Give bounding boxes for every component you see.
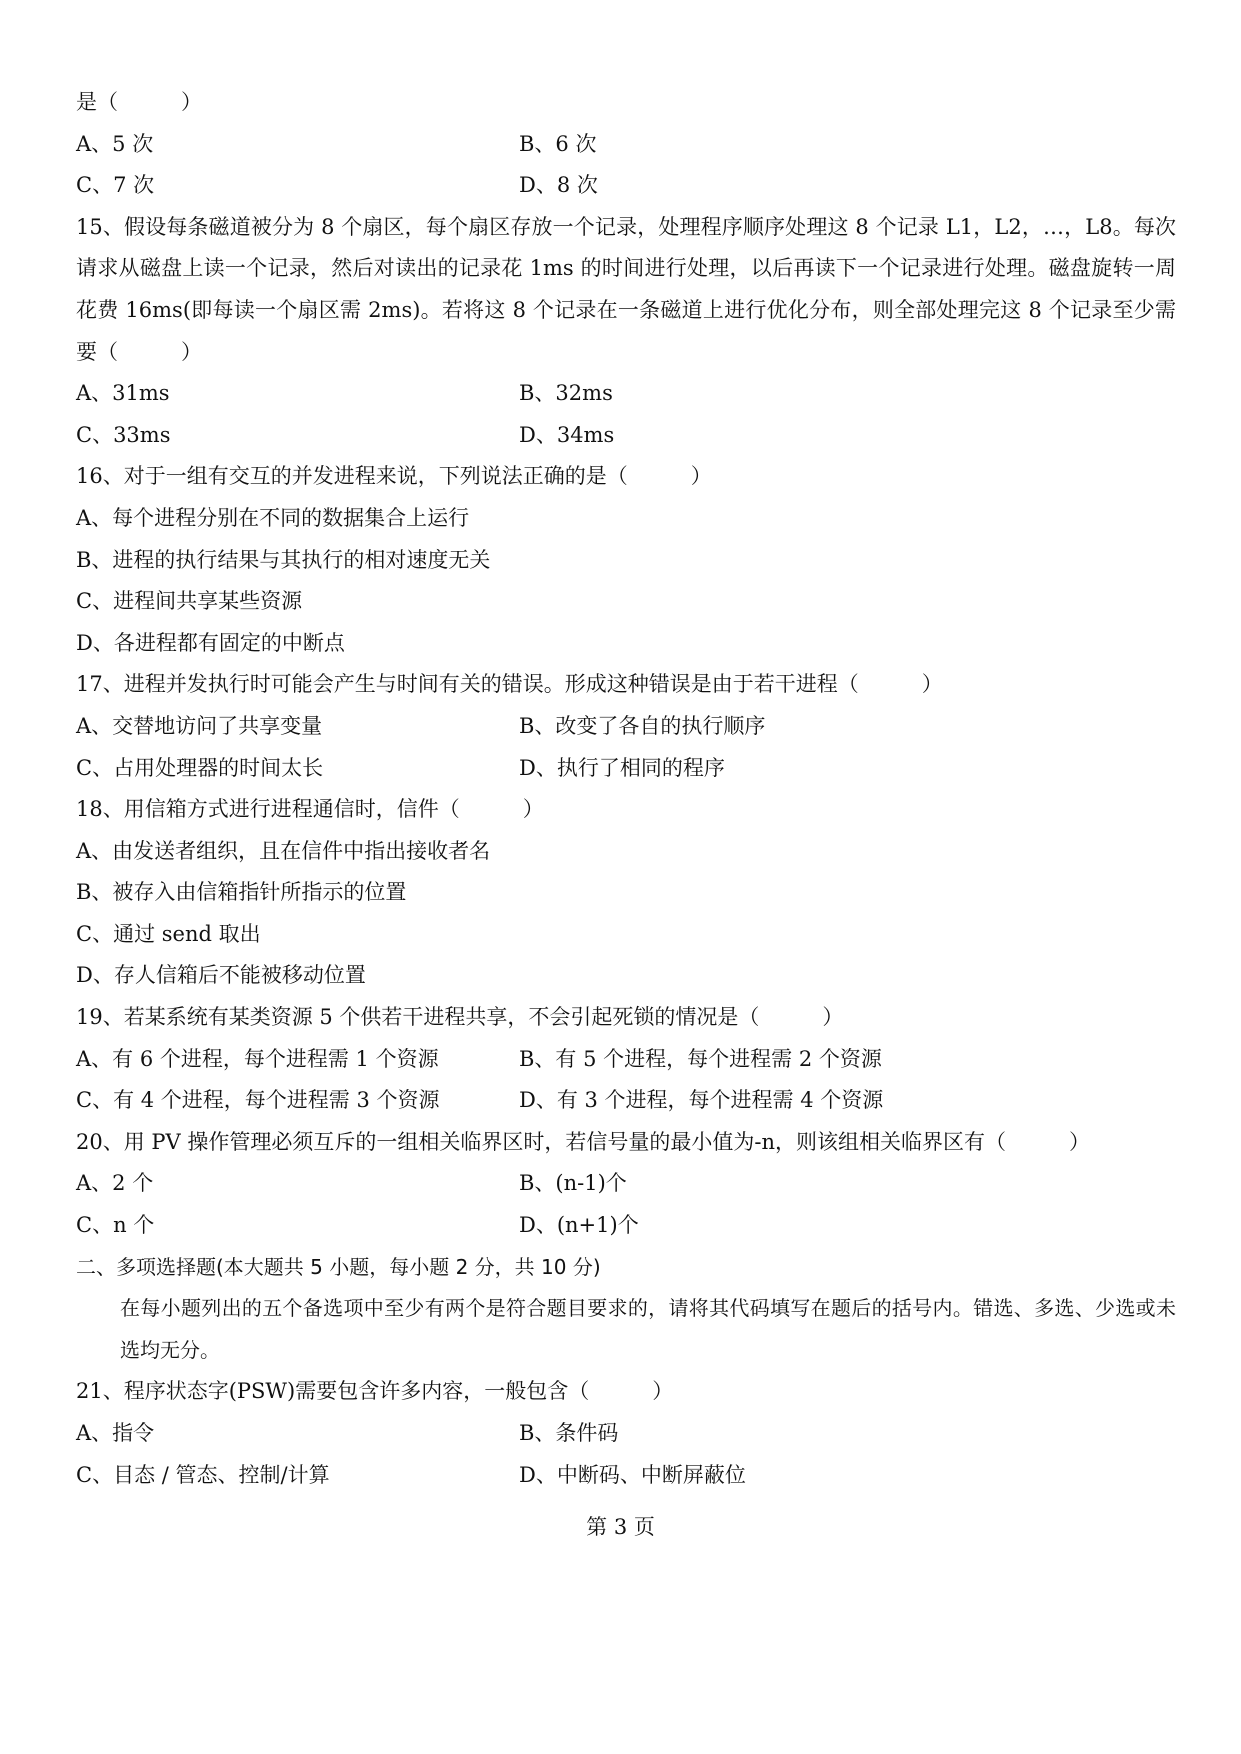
question-14-options-row-1 [76,124,1176,166]
option-d: D、8 次 [519,173,598,198]
question-17-options-row-1 [76,706,1176,748]
question-18-option-a: A、由发送者组织，且在信件中指出接收者名 [76,838,491,863]
question-16-stem: 16、对于一组有交互的并发进程来说，下列说法正确的是（ ） [76,464,712,489]
question-16-option-b: B、进程的执行结果与其执行的相对速度无关 [76,547,491,572]
option-d: D、执行了相同的程序 [519,755,725,780]
exam-page [76,82,1176,1496]
option-c: C、有 4 个进程，每个进程需 3 个资源 [76,1088,440,1113]
section-2-instruction: 在每小题列出的五个备选项中至少有两个是符合题目要求的，请将其代码填写在题后的括号内。错选、多选、少选或未选均无分。 [120,1296,1176,1362]
option-b: B、6 次 [519,131,597,156]
question-19-stem: 19、若某系统有某类资源 5 个供若干进程共享，不会引起死锁的情况是（ ） [76,1005,844,1030]
option-a: A、指令 [76,1421,155,1445]
option-b: B、改变了各自的执行顺序 [519,713,766,738]
option-d: D、(n+1)个 [519,1213,639,1238]
question-15-options-row-1 [76,373,1176,415]
question-21-stem: 21、程序状态字(PSW)需要包含许多内容，一般包含（ ） [76,1379,674,1404]
page-number: 第 3 页 [586,1515,655,1539]
question-14-options-row-2 [76,165,1176,207]
question-20-options-row-2 [76,1205,1176,1247]
question-19-options-row-1 [76,1039,1176,1081]
question-18-option-b: B、被存入由信箱指针所指示的位置 [76,880,407,905]
question-16-option-d: D、各进程都有固定的中断点 [76,630,345,655]
option-d: D、中断码、中断屏蔽位 [519,1462,746,1487]
question-20-stem: 20、用 PV 操作管理必须互斥的一组相关临界区时，若信号量的最小值为-n，则该组相关临界区有（ ） [76,1129,1090,1154]
question-19-options-row-2 [76,1080,1176,1122]
option-b: B、(n-1)个 [519,1171,627,1196]
question-18-option-c: C、通过 send 取出 [76,921,261,946]
question-18-option-d: D、存人信箱后不能被移动位置 [76,963,366,988]
option-b: B、32ms [519,381,613,406]
option-a: A、有 6 个进程，每个进程需 1 个资源 [76,1046,439,1071]
question-21-options-row-1 [76,1413,1176,1455]
option-a: A、31ms [76,381,170,406]
option-a: A、2 个 [76,1171,154,1196]
option-c: C、目态 / 管态、控制/计算 [76,1462,330,1487]
question-18-stem: 18、用信箱方式进行进程通信时，信件（ ） [76,797,544,822]
option-c: C、33ms [76,422,171,447]
option-b: B、条件码 [519,1421,619,1445]
option-c: C、n 个 [76,1213,155,1238]
option-c: C、7 次 [76,173,155,198]
option-a: A、交替地访问了共享变量 [76,713,323,738]
question-17-options-row-2 [76,748,1176,790]
option-d: D、有 3 个进程，每个进程需 4 个资源 [519,1088,884,1113]
option-a: A、5 次 [76,131,154,156]
question-15-options-row-2 [76,415,1176,457]
option-c: C、占用处理器的时间太长 [76,755,324,780]
section-2-title: 二、多项选择题(本大题共 5 小题，每小题 2 分，共 10 分) [76,1254,601,1279]
question-14-stem-tail: 是（ ） [76,90,202,114]
question-16-option-a: A、每个进程分别在不同的数据集合上运行 [76,505,470,530]
question-20-options-row-1 [76,1163,1176,1205]
question-17-stem: 17、进程并发执行时可能会产生与时间有关的错误。形成这种错误是由于若干进程（ ） [76,672,943,697]
option-b: B、有 5 个进程，每个进程需 2 个资源 [519,1046,882,1071]
option-d: D、34ms [519,422,615,447]
question-15-stem: 15、假设每条磁道被分为 8 个扇区，每个扇区存放一个记录，处理程序顺序处理这 8 个记录 L1，L2，…，L8。每次请求从磁盘上读一个记录，然后对读出的记录花 1ms 的时间进行处理，以后再读下一个记录进行处理。磁盘旋转一周花费 16ms(即每读一个扇区需 2ms)。若将这 8 个记录在一条磁道上进行优化分布，则全部处理完这 8 个记录至少需要（ ） [76,214,1176,364]
question-21-options-row-2 [76,1455,1176,1497]
question-16-option-c: C、进程间共享某些资源 [76,589,303,614]
